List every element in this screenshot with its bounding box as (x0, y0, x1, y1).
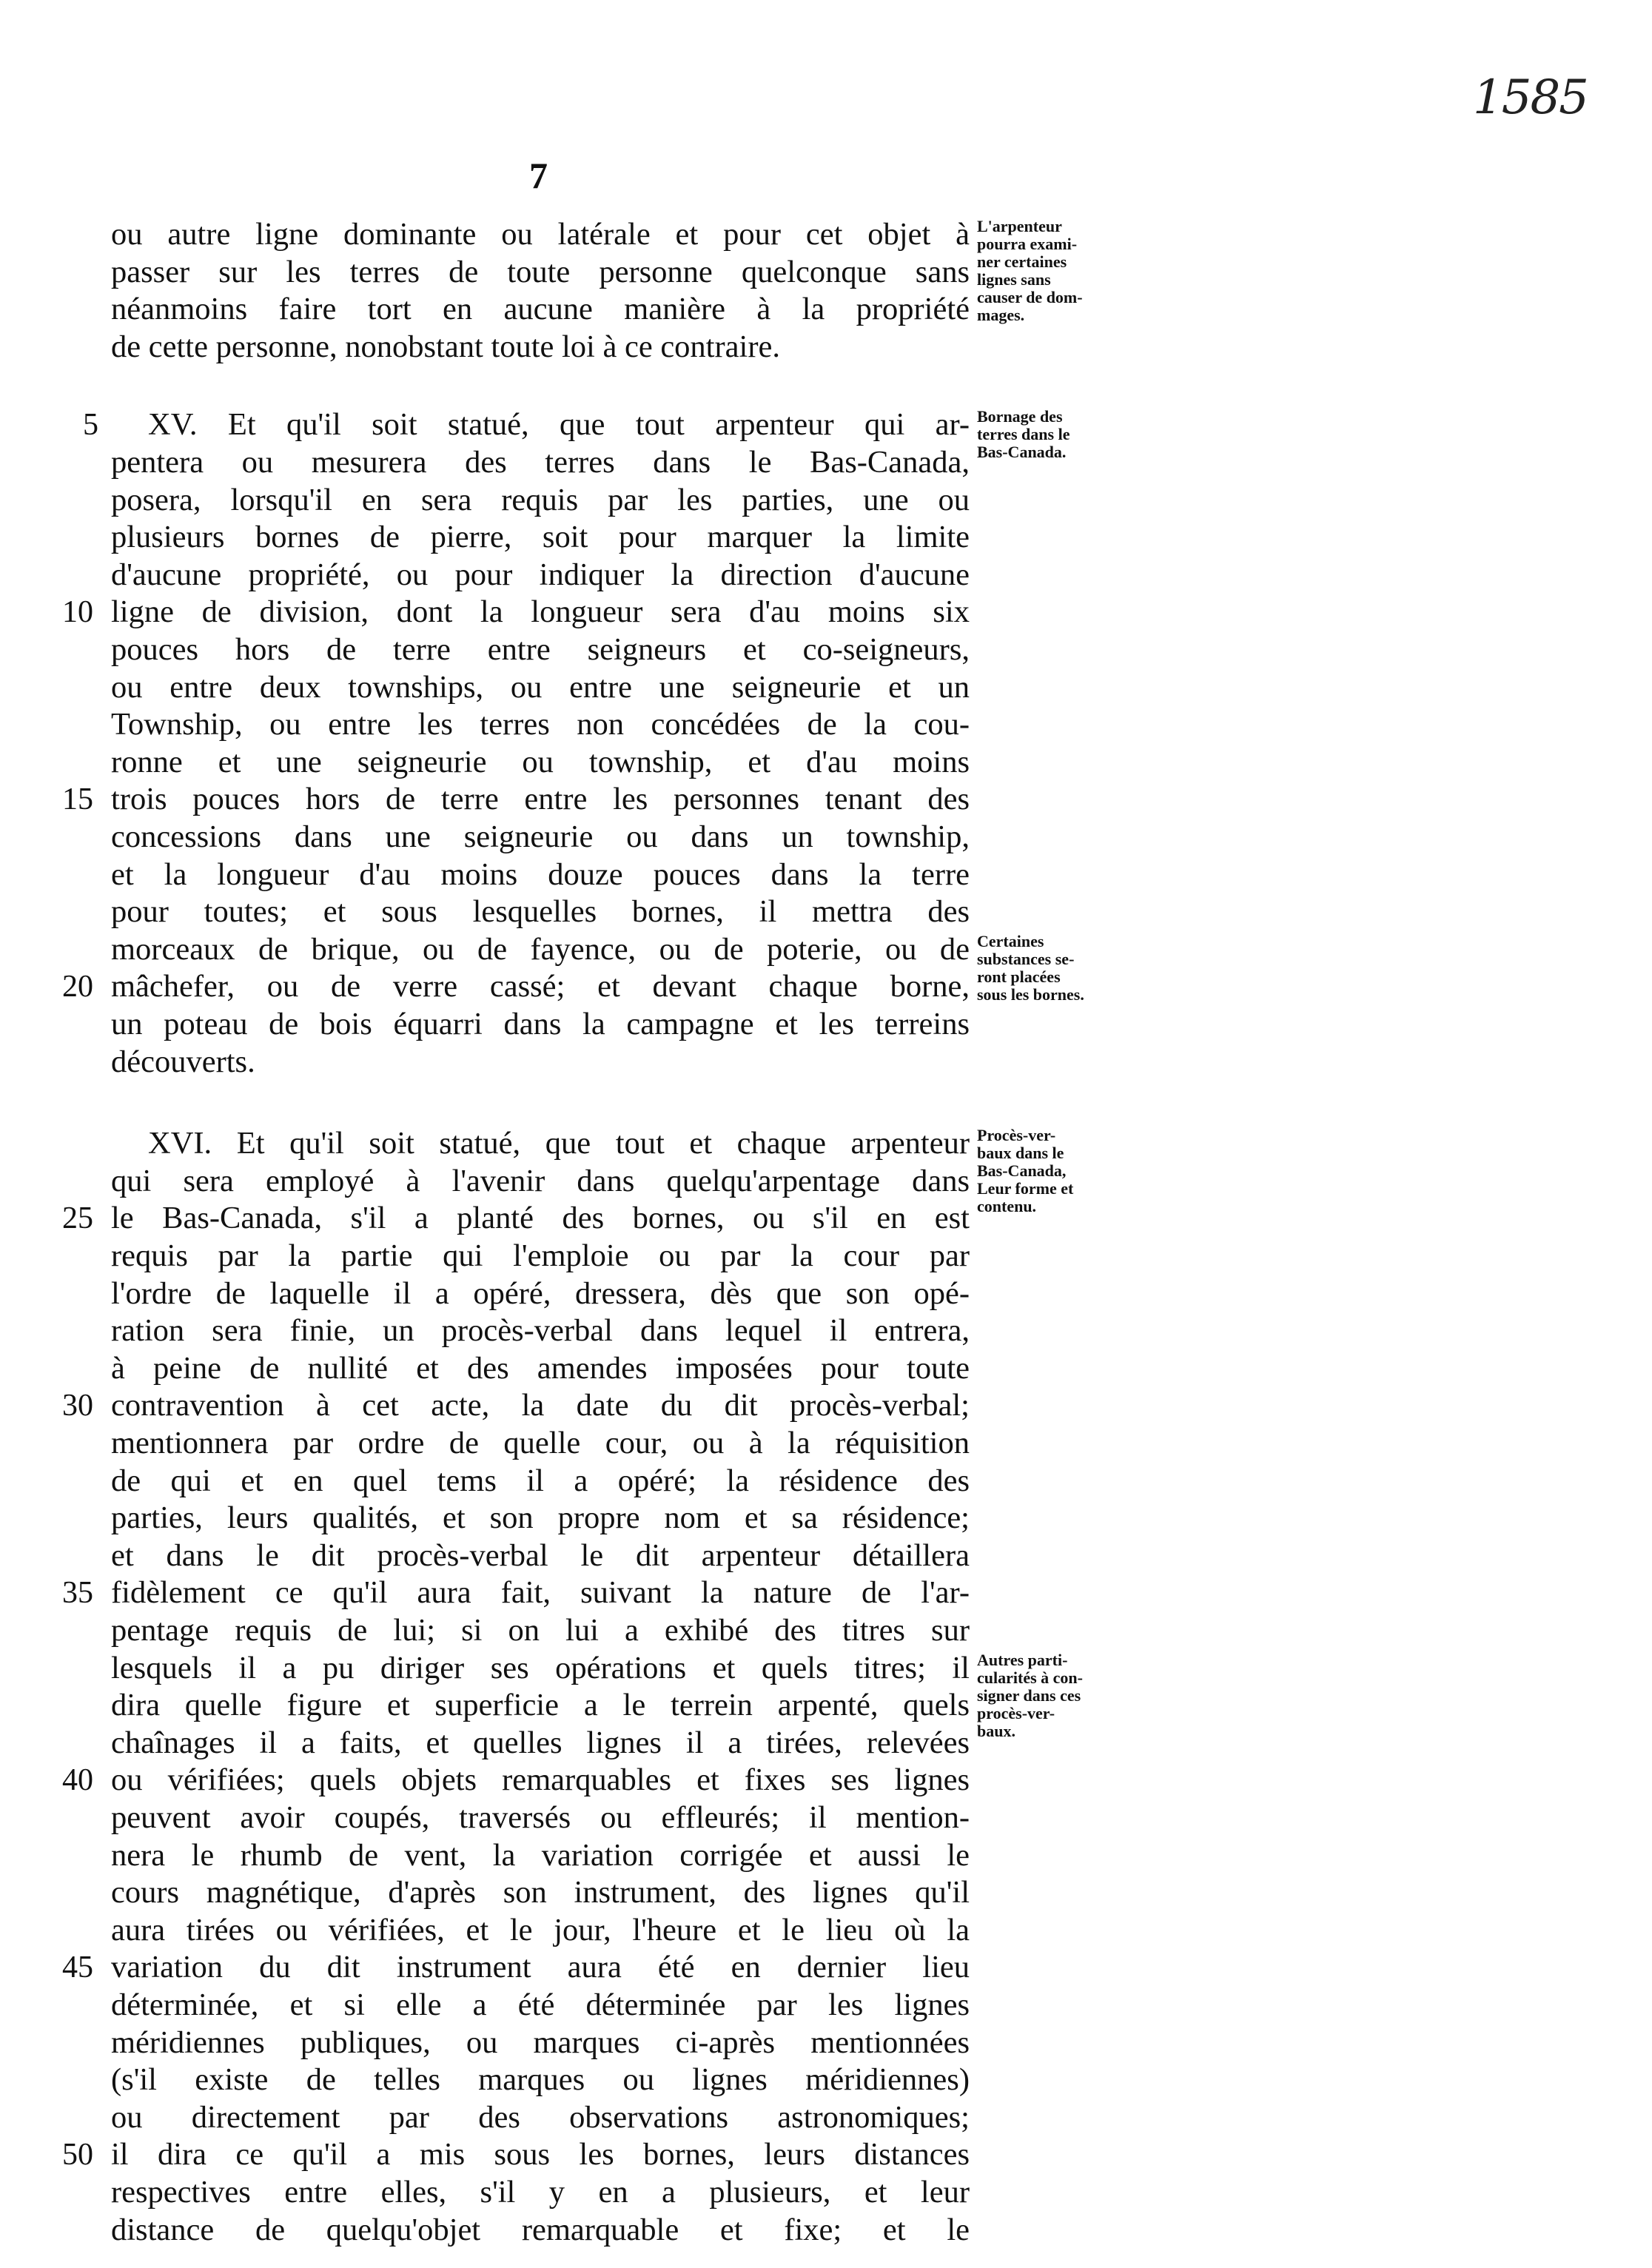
text-line: l'ordre de laquelle il a opéré, dressera, dès que son opé- (111, 1276, 970, 1311)
marginal-note (977, 1127, 1132, 1215)
text-line: qui sera employé à l'avenir dans quelqu'arpentage dans (111, 1164, 970, 1198)
text-line: pentage requis de lui; si on lui a exhibé des titres sur (111, 1613, 970, 1648)
line-number: 40 (62, 1763, 93, 1797)
text-line: chaînages il a faits, et quelles lignes il a tirées, relevées (111, 1725, 970, 1760)
marginal-note-line: Bas-Canada. (977, 443, 1067, 461)
marginal-note (977, 933, 1132, 1004)
text-line: d'aucune propriété, ou pour indiquer la direction d'aucune (111, 557, 970, 592)
text-line: de qui et en quel tems il a opéré; la résidence des (111, 1463, 970, 1498)
text-line: distance de quelqu'objet remarquable et fixe; et le (111, 2212, 970, 2247)
marginal-note-line: cularités à con- (977, 1668, 1083, 1687)
text-line: respectives entre elles, s'il y en a plusieurs, et leur (111, 2175, 970, 2210)
text-line: mâchefer, ou de verre cassé; et devant chaque borne, (111, 969, 970, 1004)
marginal-note-line: sous les bornes. (977, 985, 1084, 1004)
text-line: ou directement par des observations astronomiques; (111, 2100, 970, 2135)
marginal-note-line: baux dans le (977, 1144, 1064, 1162)
marginal-note-line: L'arpenteur (977, 217, 1062, 235)
text-line: pentera ou mesurera des terres dans le Bas-Canada, (111, 445, 970, 480)
text-line: de cette personne, nonobstant toute loi à ce contraire. (111, 329, 780, 364)
text-line: déterminée, et si elle a été déterminée par les lignes (111, 1987, 970, 2022)
text-line: à peine de nullité et des amendes imposées pour toute (111, 1351, 970, 1386)
text-line: passer sur les terres de toute personne quelconque sans (111, 255, 970, 289)
text-line: le Bas-Canada, s'il a planté des bornes, ou s'il en est (111, 1201, 970, 1235)
marginal-note-line: Bornage des (977, 407, 1063, 426)
text-line: dira quelle figure et superficie a le terrein arpenté, quels (111, 1688, 970, 1722)
text-line: peuvent avoir coupés, traversés ou effleurés; il mention- (111, 1800, 970, 1835)
marginal-note-line: causer de dom- (977, 288, 1083, 306)
text-line: parties, leurs qualités, et son propre nom et sa résidence; (111, 1500, 970, 1535)
marginal-note-line: procès-ver- (977, 1704, 1055, 1722)
text-line: ou entre deux townships, ou entre une seigneurie et un (111, 670, 970, 705)
text-line: ou vérifiées; quels objets remarquables et fixes ses lignes (111, 1762, 970, 1797)
text-line: aura tirées ou vérifiées, et le jour, l'heure et le lieu où la (111, 1913, 970, 1947)
marginal-note-line: contenu. (977, 1197, 1037, 1215)
text-line: méridiennes publiques, ou marques ci-après mentionnées (111, 2025, 970, 2060)
text-line: requis par la partie qui l'emploie ou par la cour par (111, 1238, 970, 1273)
text-line: posera, lorsqu'il en sera requis par les parties, une ou (111, 483, 970, 517)
text-line: ronne et une seigneurie ou township, et d'au moins (111, 745, 970, 779)
text-line: Township, ou entre les terres non concédées de la cou- (111, 707, 970, 742)
marginal-note-line: mages. (977, 306, 1025, 324)
text-line: XV. Et qu'il soit statué, que tout arpenteur qui ar- (148, 407, 970, 442)
marginal-note-line: baux. (977, 1722, 1015, 1740)
line-number: 20 (62, 970, 93, 1004)
marginal-note-line: Certaines (977, 932, 1044, 950)
marginal-note-line: ner certaines (977, 252, 1067, 271)
text-line: ou autre ligne dominante ou latérale et pour cet objet à (111, 217, 970, 252)
marginal-note (977, 1651, 1132, 1740)
line-number: 45 (62, 1950, 93, 1984)
text-line: trois pouces hors de terre entre les personnes tenant des (111, 782, 970, 816)
marginal-note-line: substances se- (977, 950, 1075, 968)
text-line: et dans le dit procès-verbal le dit arpenteur détaillera (111, 1538, 970, 1573)
marginal-note-line: lignes sans (977, 270, 1051, 289)
marginal-note (977, 218, 1132, 324)
text-line: morceaux de brique, ou de fayence, ou de poterie, ou de (111, 932, 970, 967)
text-line: cours magnétique, d'après son instrument, des lignes qu'il (111, 1875, 970, 1910)
text-line: lesquels il a pu diriger ses opérations et quels titres; il (111, 1651, 970, 1685)
marginal-note-line: Procès-ver- (977, 1126, 1056, 1144)
marginal-note (977, 408, 1132, 461)
text-line: concessions dans une seigneurie ou dans un township, (111, 819, 970, 854)
text-line: un poteau de bois équarri dans la campagne et les terreins (111, 1007, 970, 1041)
text-line: ligne de division, dont la longueur sera d'au moins six (111, 594, 970, 629)
marginal-note-line: Autres parti- (977, 1651, 1068, 1669)
marginal-note-line: ront placées (977, 967, 1061, 986)
line-number: 5 (83, 408, 98, 442)
text-line: XVI. Et qu'il soit statué, que tout et chaque arpenteur (148, 1126, 970, 1161)
text-line: découverts. (111, 1044, 255, 1079)
line-number: 15 (62, 782, 93, 816)
line-number: 35 (62, 1576, 93, 1610)
line-number: 50 (62, 2138, 93, 2172)
text-line: et la longueur d'au moins douze pouces dans la terre (111, 857, 970, 892)
marginal-note-line: Leur forme et (977, 1179, 1074, 1198)
text-line: fidèlement ce qu'il aura fait, suivant la nature de l'ar- (111, 1575, 970, 1610)
text-line: variation du dit instrument aura été en dernier lieu (111, 1950, 970, 1984)
text-line: mentionnera par ordre de quelle cour, ou à la réquisition (111, 1426, 970, 1460)
marginal-note-line: Bas-Canada, (977, 1161, 1067, 1180)
marginal-note-line: pourra exami- (977, 235, 1078, 253)
marginal-note-line: signer dans ces (977, 1686, 1081, 1705)
line-number: 30 (62, 1389, 93, 1423)
text-line: il dira ce qu'il a mis sous les bornes, leurs distances (111, 2137, 970, 2172)
line-number: 10 (62, 595, 93, 629)
text-line: plusieurs bornes de pierre, soit pour marquer la limite (111, 520, 970, 554)
handwritten-corner-mark: 1585 (1473, 70, 1588, 125)
text-line: (s'il existe de telles marques ou lignes méridiennes) (111, 2062, 970, 2097)
text-line: pour toutes; et sous lesquelles bornes, il mettra des (111, 894, 970, 929)
text-line: nera le rhumb de vent, la variation corrigée et aussi le (111, 1838, 970, 1873)
line-number: 25 (62, 1201, 93, 1235)
text-line: ration sera finie, un procès-verbal dans lequel il entrera, (111, 1313, 970, 1348)
marginal-note-line: terres dans le (977, 425, 1070, 443)
text-line: néanmoins faire tort en aucune manière à la propriété (111, 292, 970, 326)
text-line: pouces hors de terre entre seigneurs et co-seigneurs, (111, 632, 970, 667)
text-line: contravention à cet acte, la date du dit procès-verbal; (111, 1388, 970, 1423)
page-number: 7 (529, 155, 548, 196)
